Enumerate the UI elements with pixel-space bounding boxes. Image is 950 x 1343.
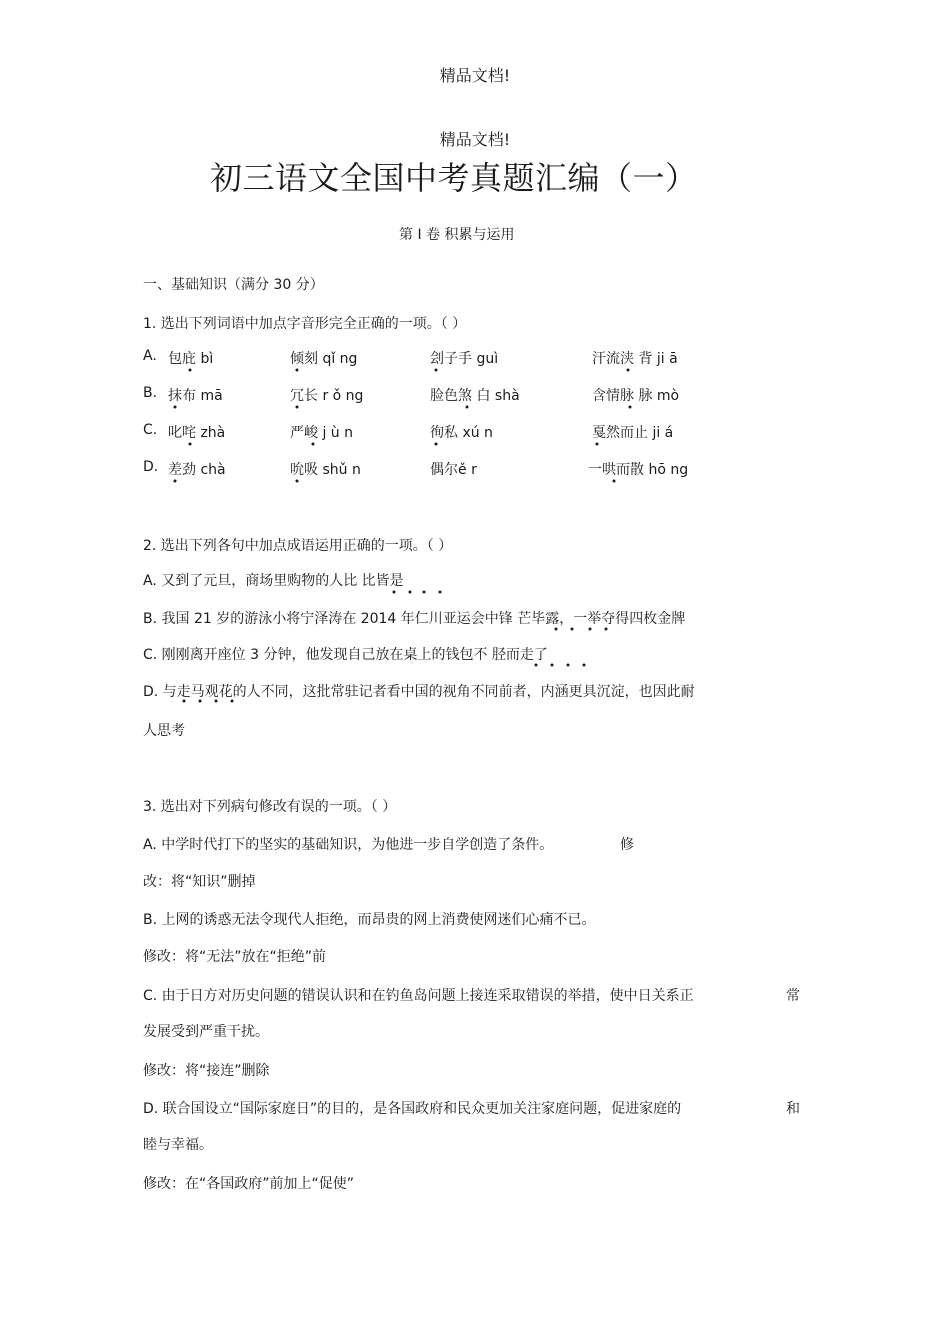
q3-option-b: B. 上网的诱惑无法令现代人拒绝，而昂贵的网上消费使网迷们心痛不已。 [143,912,596,928]
q2-option-b: B. 我国 21 岁的游泳小将宁泽涛在 2014 年仁川亚运会中锋 芒毕露，一举夺得四枚金牌 [143,611,686,627]
q1-word: 倾刻 qǐ ng [290,351,358,367]
q1-word: 抹布 mā [168,388,223,404]
document-header: 精品文档! [439,66,511,85]
q1-word: 徇私 xú n [430,425,493,441]
q3-option-a-revision: 改：将“知识”删掉 [143,874,256,890]
q1-option-label: B. [143,385,158,401]
document-header-repeat: 精品文档! [439,130,511,149]
q2-option-a: A. 又到了元旦，商场里购物的人比 比皆是 [143,573,404,589]
volume-subtitle: 第 I 卷 积累与运用 [399,227,515,243]
q3-option-a: A. 中学时代打下的坚实的基础知识，为他进一步自学创造了条件。 [143,837,554,853]
q1-word: 差劲 chà [168,462,226,478]
q1-word: 一哄而散 hō ng [588,462,689,478]
q1-word: 包庇 bì [168,351,214,367]
question-3-stem: 3. 选出对下列病句修改有误的一项。（ ） [143,799,397,815]
q1-word: 含情脉 脉 mò [592,388,680,404]
page-title: 初三语文全国中考真题汇编（一） [210,159,698,197]
q1-word: 叱咤 zhà [168,425,226,441]
q1-word: 吮吸 shǔ n [290,462,361,478]
question-2-stem: 2. 选出下列各句中加点成语运用正确的一项。（ ） [143,538,453,554]
q2-option-d: D. 与走马观花的人不同，这批常驻记者看中国的视角不同前者，内涵更具沉淀，也因此耐 [143,684,695,700]
q3-option-d-tail: 和 [786,1101,800,1117]
q3-option-c-continued: 发展受到严重干扰。 [143,1024,269,1040]
q2-option-d-continued: 人思考 [143,723,185,739]
q1-option-label: A. [143,348,157,364]
q1-word: 严峻 j ù n [290,425,353,441]
q1-word: 汗流浃 背 ji ā [592,351,678,367]
q1-word: 戛然而止 ji á [592,425,674,441]
q1-word: 刽子手 guì [430,351,499,367]
q3-option-c-tail: 常 [786,988,800,1004]
section-heading: 一、基础知识（满分 30 分） [143,277,324,293]
q3-option-b-revision: 修改：将“无法”放在“拒绝”前 [143,949,327,965]
q1-option-label: C. [143,422,158,438]
q1-word: 冗长 r ǒ ng [290,388,364,404]
q3-option-c-revision: 修改：将“接连”删除 [143,1063,270,1079]
q1-word: 脸色煞 白 shà [430,388,520,404]
q3-option-d-revision: 修改：在“各国政府”前加上“促使” [143,1176,355,1192]
q1-option-label: D. [143,459,159,475]
q3-option-d-continued: 睦与幸福。 [143,1137,213,1153]
q2-option-c: C. 刚刚离开座位 3 分钟，他发现自己放在桌上的钱包不 胫而走了 [143,647,548,663]
q1-word: 偶尔ě r [430,462,477,478]
question-1-stem: 1. 选出下列词语中加点字音形完全正确的一项。（ ） [143,316,467,332]
q3-option-d: D. 联合国设立“国际家庭日”的目的，是各国政府和民众更加关注家庭问题，促进家庭的 [143,1101,682,1117]
q3-option-c: C. 由于日方对历史问题的错误认识和在钓鱼岛问题上接连采取错误的举措，使中日关系正 [143,988,694,1004]
q3-option-a-tail: 修 [620,837,634,853]
